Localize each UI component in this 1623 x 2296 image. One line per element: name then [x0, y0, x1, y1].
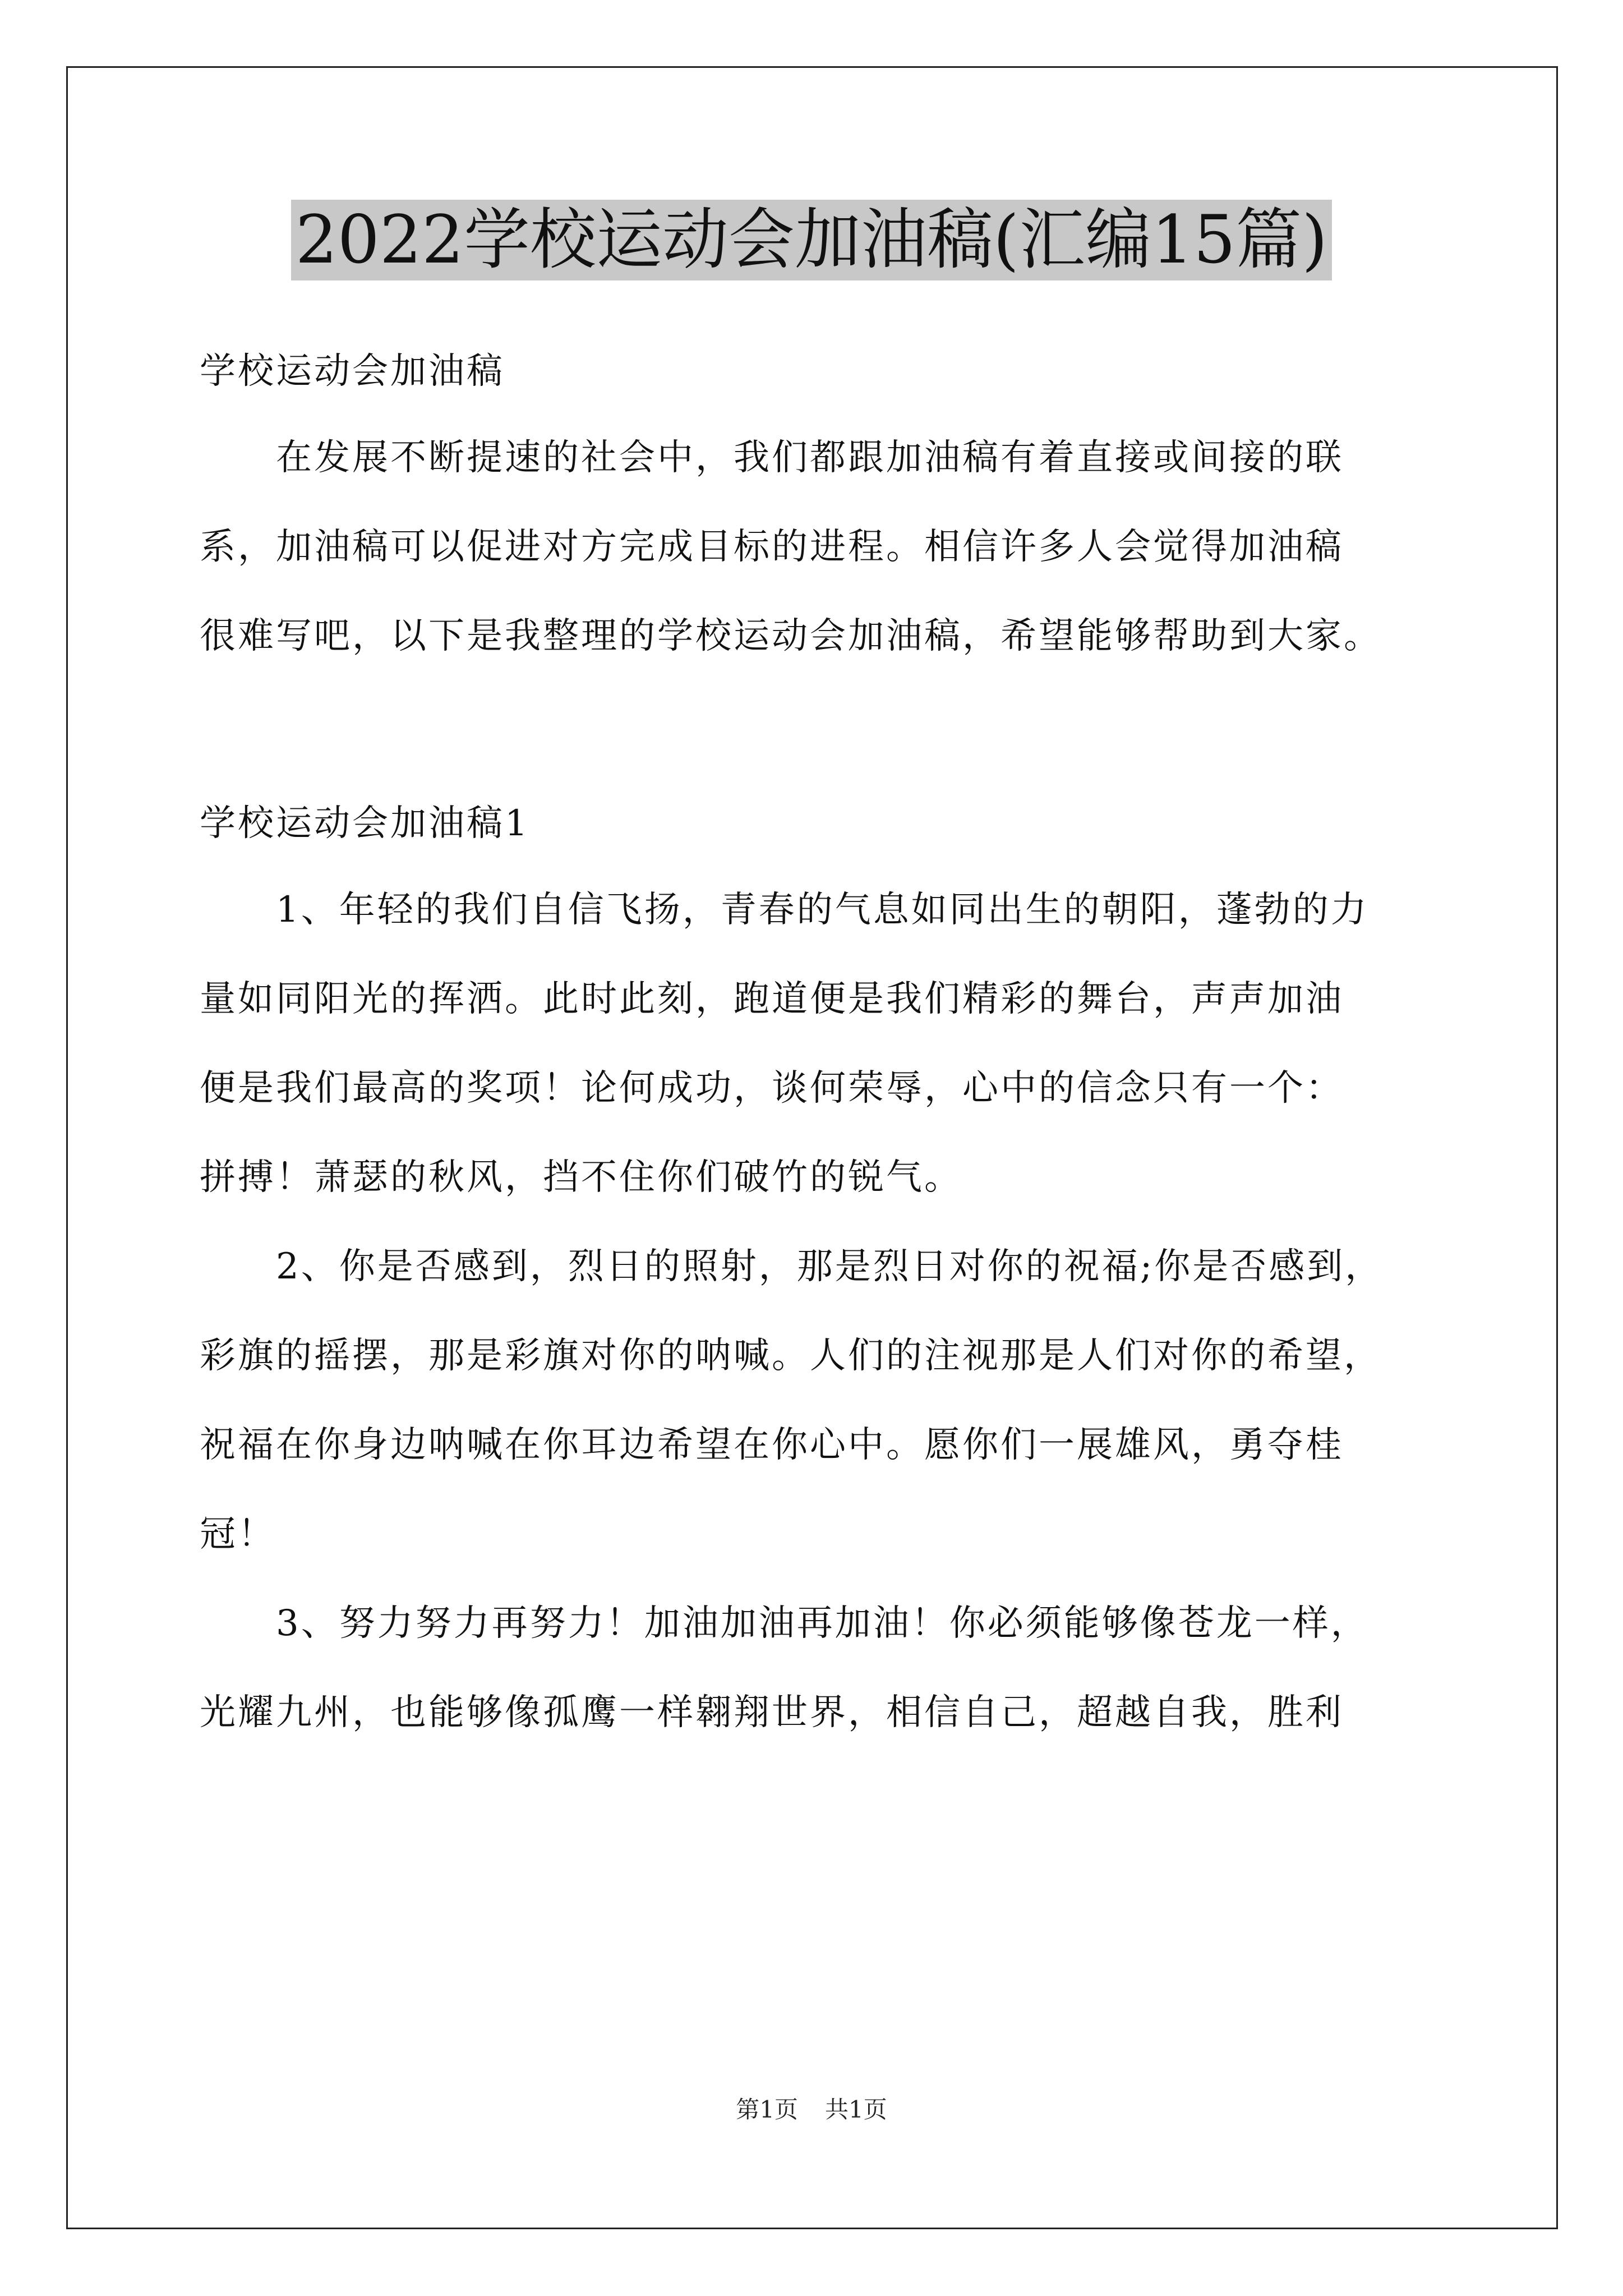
intro-line: 在发展不断提速的社会中，我们都跟加油稿有着直接或间接的联 — [276, 437, 1344, 478]
section-heading: 学校运动会加油稿 — [200, 351, 505, 392]
intro-line: 系，加油稿可以促进对方完成目标的进程。相信许多人会觉得加油稿 — [200, 526, 1344, 568]
paragraph-line: 彩旗的摇摆，那是彩旗对你的呐喊。人们的注视那是人们对你的希望， — [200, 1335, 1382, 1377]
page-footer — [0, 2098, 1623, 2122]
page-number-total: 共1页 — [825, 2096, 887, 2123]
document-title-text: 2022学校运动会加油稿(汇编15篇) — [291, 200, 1332, 280]
paragraph-line: 1、年轻的我们自信飞扬，青春的气息如同出生的朝阳，蓬勃的力 — [276, 889, 1369, 931]
paragraph-line: 量如同阳光的挥洒。此时此刻，跑道便是我们精彩的舞台，声声加油 — [200, 978, 1344, 1020]
paragraph-line: 3、努力努力再努力！加油加油再加油！你必须能够像苍龙一样， — [276, 1603, 1369, 1644]
article-heading: 学校运动会加油稿1 — [200, 803, 530, 844]
document-title — [0, 200, 1623, 280]
document-body — [200, 314, 1439, 1731]
paragraph-line: 冠！ — [200, 1513, 276, 1555]
paragraph-line: 祝福在你身边呐喊在你耳边希望在你心中。愿你们一展雄风，勇夺桂 — [200, 1424, 1344, 1466]
paragraph-line: 2、你是否感到，烈日的照射，那是烈日对你的祝福;你是否感到， — [276, 1246, 1384, 1287]
paragraph-line: 拼搏！萧瑟的秋风，挡不住你们破竹的锐气。 — [200, 1157, 962, 1198]
paragraph-line: 便是我们最高的奖项！论何成功，谈何荣辱，心中的信念只有一个： — [200, 1068, 1344, 1109]
page-number-current: 第1页 — [736, 2096, 798, 2123]
paragraph-line: 光耀九州，也能够像孤鹰一样翱翔世界，相信自己，超越自我，胜利 — [200, 1692, 1344, 1733]
intro-line: 很难写吧，以下是我整理的学校运动会加油稿，希望能够帮助到大家。 — [200, 615, 1382, 657]
